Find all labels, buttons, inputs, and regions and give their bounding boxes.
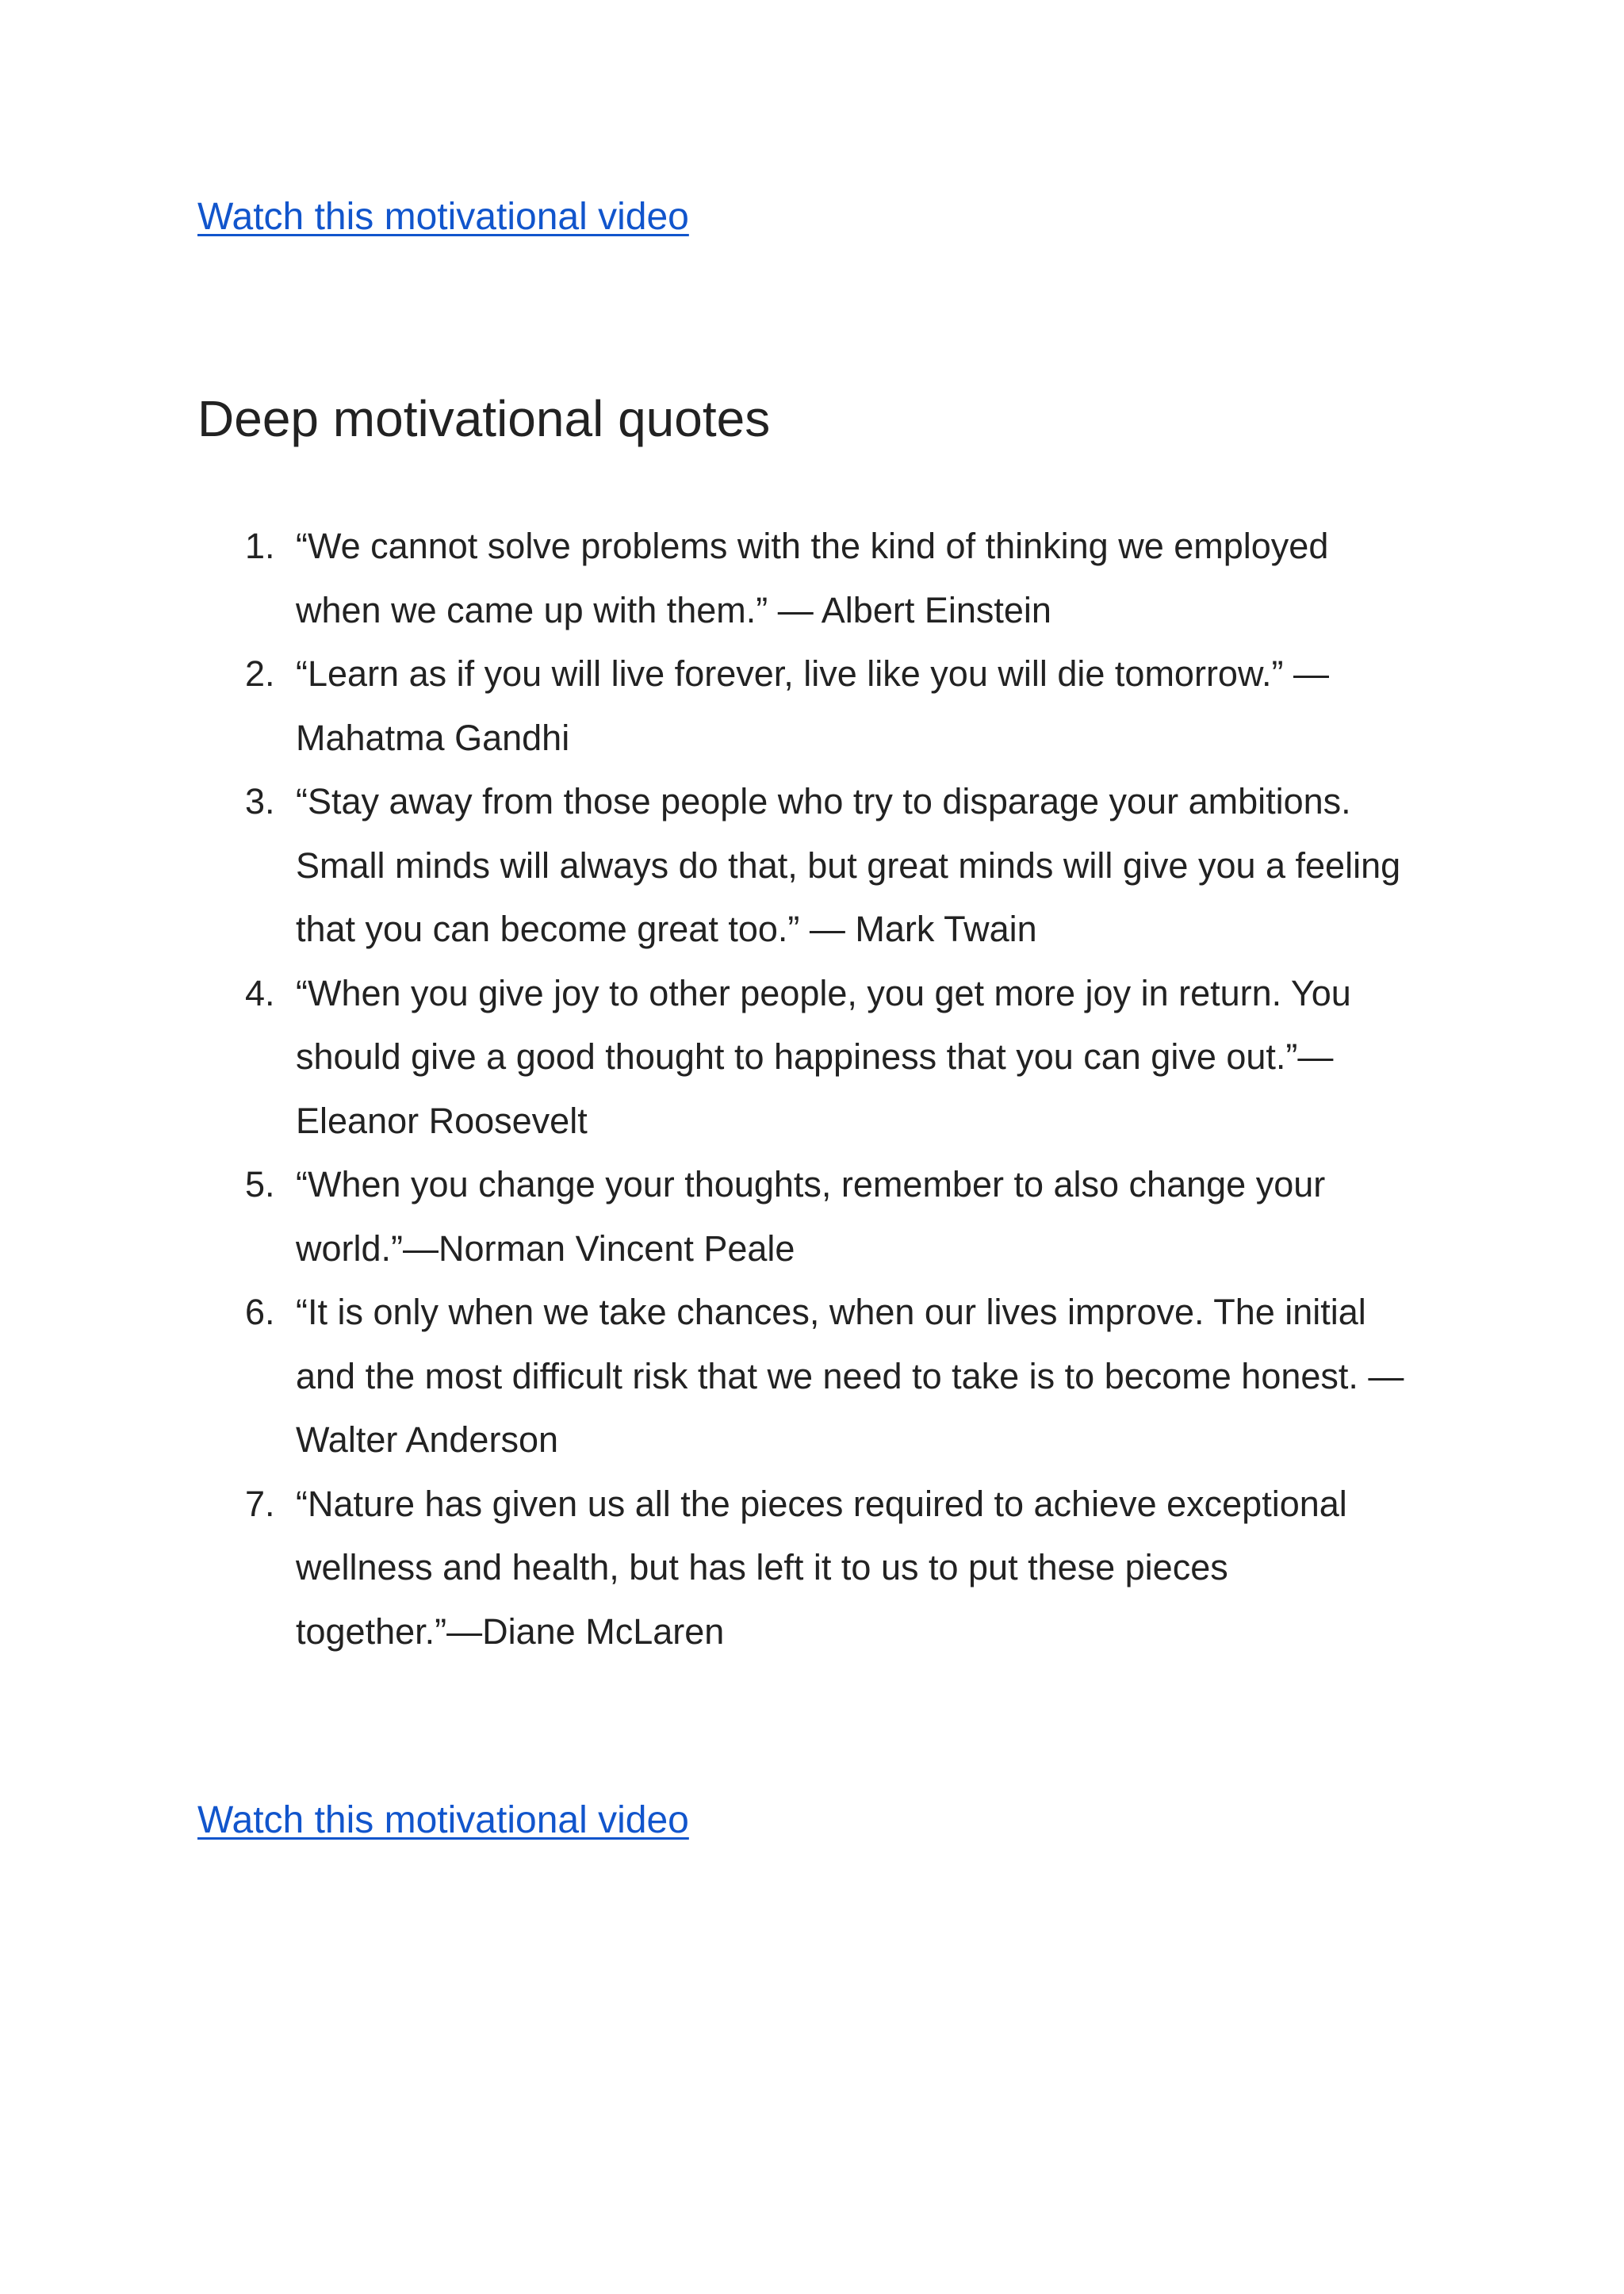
quote-text: “When you give joy to other people, you get more joy in return. You should give a good thought to happiness that you can give out.”— Eleanor Roosevelt bbox=[296, 972, 1351, 1141]
quote-text: “Learn as if you will live forever, live like you will die tomorrow.” — Mahatma Gandhi bbox=[296, 653, 1329, 758]
quote-item-4 bbox=[0, 962, 1422, 1154]
quote-item-7 bbox=[0, 1473, 1422, 1664]
section-heading: Deep motivational quotes bbox=[197, 390, 771, 447]
quote-text: “Nature has given us all the pieces required to achieve exceptional wellness and health, but has left it to us to put these pieces together.”—Diane McLaren bbox=[296, 1483, 1347, 1652]
list-number: 4. bbox=[245, 972, 275, 1013]
list-number: 5. bbox=[245, 1164, 275, 1204]
quote-list bbox=[0, 515, 1624, 1664]
list-number: 3. bbox=[245, 781, 275, 821]
quote-item-6 bbox=[0, 1281, 1422, 1473]
watch-video-link-bottom[interactable]: Watch this motivational video bbox=[197, 1799, 689, 1841]
quote-item-5 bbox=[0, 1153, 1422, 1281]
quote-text: “It is only when we take chances, when our lives improve. The initial and the most difficult risk that we need to take is to become honest. —Walter Anderson bbox=[296, 1292, 1404, 1460]
quote-item-1 bbox=[0, 515, 1422, 642]
quote-text: “When you change your thoughts, remember to also change your world.”—Norman Vincent Peale bbox=[296, 1164, 1326, 1269]
list-number: 2. bbox=[245, 653, 275, 694]
quote-text: “We cannot solve problems with the kind of thinking we employed when we came up with them.” — Albert Einstein bbox=[296, 526, 1329, 630]
quote-item-3 bbox=[0, 770, 1422, 962]
watch-video-link-top[interactable]: Watch this motivational video bbox=[197, 196, 689, 238]
quote-item-2 bbox=[0, 642, 1422, 770]
list-number: 7. bbox=[245, 1483, 275, 1524]
list-number: 6. bbox=[245, 1292, 275, 1332]
list-number: 1. bbox=[245, 526, 275, 566]
quote-text: “Stay away from those people who try to disparage your ambitions. Small minds will always do that, but great minds will give you a feeling that you can become great too.” — Mark Twain bbox=[296, 781, 1401, 949]
